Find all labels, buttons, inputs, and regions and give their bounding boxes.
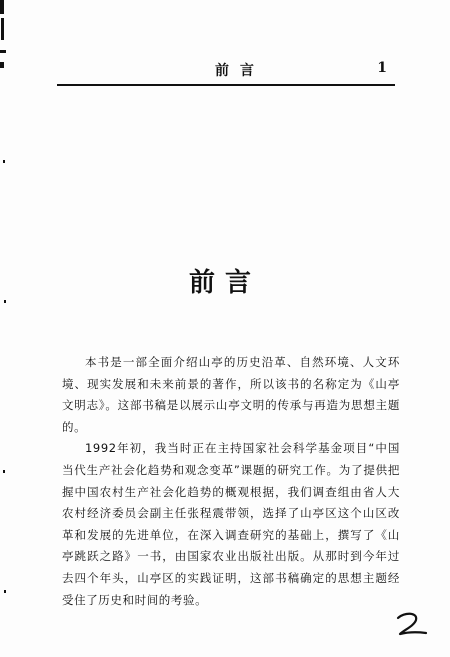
- scan-edge-artifact: [4, 590, 6, 593]
- scan-edge-artifact: [0, 62, 4, 68]
- paragraph-2: 1992年初，我当时正在主持国家社会科学基金项目“中国当代生产社会化趋势和观念变革”课题的研究工作。为了提供把握中国农村生产社会化趋势的概观根据，我们调查组由省人大农村经济委员会副主任张程震带领，选择了山亭区这个山区改革和发展的先进单位，在深入调查研究的基础上，撰写了《山亭跳跃之路》一书，由国家农业出版社出版。从那时到今年过去四个年头，山亭区的实践证明，这部书稿确定的思想主题经受住了历史和时间的考验。: [62, 441, 400, 607]
- scan-edge-artifact: [3, 160, 5, 163]
- scan-edge-artifact: [0, 0, 4, 14]
- running-header: [57, 60, 395, 80]
- scan-edge-artifact: [0, 50, 6, 53]
- body-text: [62, 352, 400, 611]
- header-rule: [57, 84, 395, 86]
- chapter-title: 前言: [188, 268, 261, 298]
- paragraph-1: 本书是一部全面介绍山亭的历史沿革、自然环境、人文环境、现实发展和未来前景的著作，所以该书的名称定为《山亭文明志》。这部书稿是以展示山亭文明的传承与再造为思想主题的。: [62, 355, 400, 434]
- page-number: 1: [377, 60, 387, 76]
- running-title: 前 言: [215, 63, 257, 79]
- scan-edge-artifact: [3, 470, 5, 473]
- scan-edge-artifact: [1, 18, 4, 40]
- handwritten-page-mark: [392, 610, 432, 638]
- scan-edge-artifact: [4, 300, 6, 303]
